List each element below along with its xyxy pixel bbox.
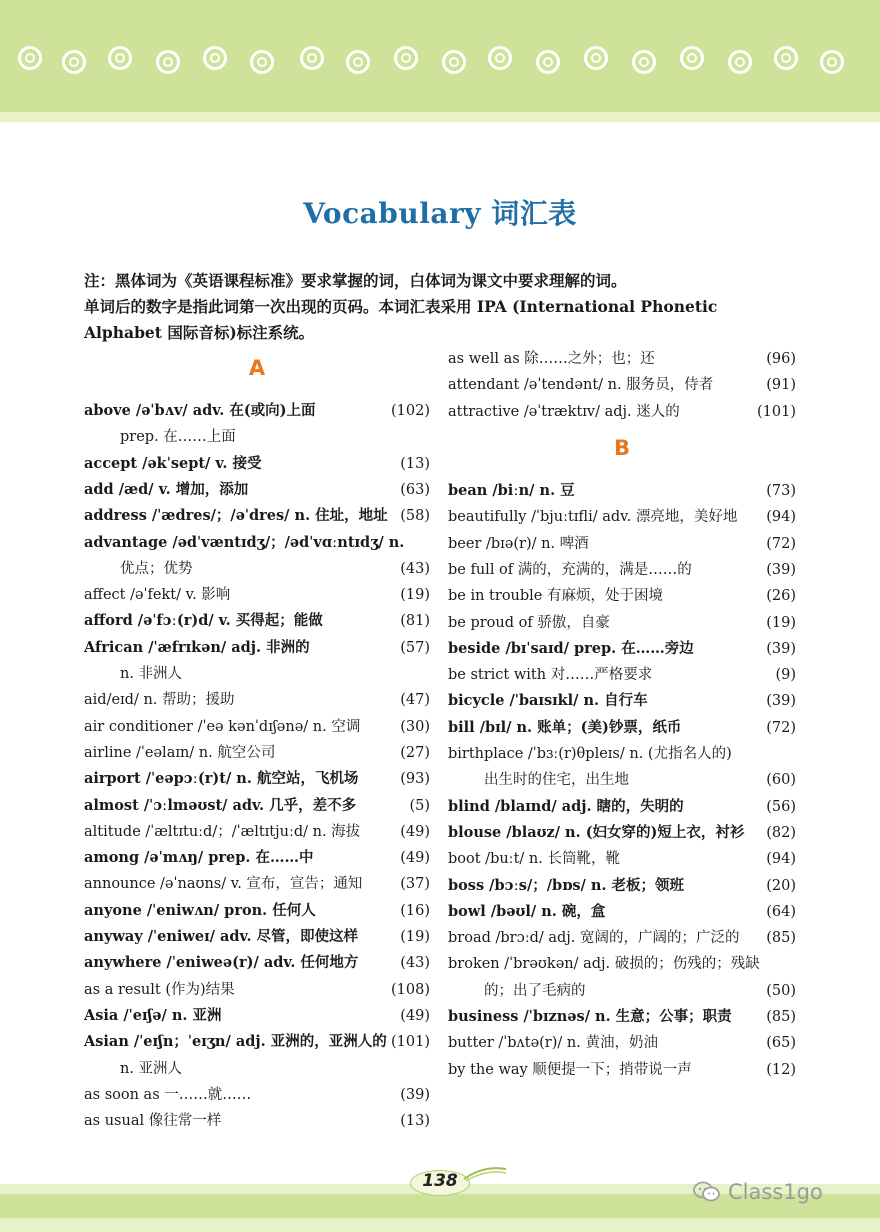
header-band: [0, 0, 880, 112]
vocab-entry-page: (72): [766, 535, 796, 552]
ring-decoration: [728, 50, 752, 74]
vocab-entry-text: 的；出了毛病的: [484, 982, 586, 999]
vocab-entry-page: (94): [766, 851, 796, 868]
ring-decoration: [488, 46, 512, 70]
vocab-entry-text: affect /əˈfekt/ v. 影响: [84, 587, 231, 604]
vocab-entry: [84, 740, 430, 766]
vocab-entry-text: announce /əˈnaʊns/ v. 宣布，宣告；通知: [84, 876, 363, 893]
vocab-entry-page: (13): [400, 1113, 430, 1130]
vocab-entry: [448, 557, 796, 583]
vocab-entry-page: (19): [400, 929, 430, 945]
ring-decoration: [108, 46, 132, 70]
ring-decoration: [156, 50, 180, 74]
ring-decoration: [584, 46, 608, 70]
ring-decoration: [346, 50, 370, 74]
vocab-entry-page: (60): [766, 772, 796, 789]
vocab-entry-page: (57): [400, 639, 430, 656]
vocab-entry-text: anyone /ˈeniwʌn/ pron. 任何人: [84, 901, 316, 919]
vocab-entry: [448, 610, 796, 636]
page-title: Vocabulary 词汇表: [303, 197, 577, 230]
note-line: 单词后的数字是指此词第一次出现的页码。本词汇表采用 IPA (International Phonetic: [84, 297, 718, 316]
ring-decoration: [300, 46, 324, 70]
vocab-entry-page: (82): [766, 824, 796, 841]
ring-decoration: [536, 50, 560, 74]
vocab-entry-page: (5): [409, 797, 430, 814]
vocab-entry-page: (20): [766, 877, 796, 894]
vocab-entry-page: (49): [400, 850, 430, 867]
vocab-entry-text: birthplace /ˈbɜː(r)θpleɪs/ n. (尤指名人的): [448, 746, 732, 762]
vocab-entry-text: broad /brɔːd/ adj. 宽阔的，广阔的；广泛的: [448, 930, 740, 947]
vocab-entry-text: broken /ˈbrəʊkən/ adj. 破损的；伤残的；残缺: [448, 956, 760, 973]
vocab-entry: [84, 661, 430, 687]
page-number: 138: [422, 1171, 458, 1191]
ring-decoration: [680, 46, 704, 70]
vocab-entry-page: (101): [757, 403, 796, 420]
vocab-entry: [84, 1082, 430, 1108]
vocab-entry-page: (108): [391, 981, 430, 998]
vocab-entry: [84, 950, 430, 976]
vocab-entry: [448, 715, 796, 741]
vocab-entry: [84, 1003, 430, 1029]
note-line: 注：黑体词为《英语课程标准》要求掌握的词，白体词为课文中要求理解的词。: [84, 271, 627, 290]
vocab-entry-page: (93): [400, 771, 430, 788]
vocab-entry-text: butter /ˈbʌtə(r)/ n. 黄油，奶油: [448, 1035, 658, 1052]
vocab-entry: [84, 766, 430, 792]
vocab-entry: [84, 977, 430, 1003]
vocab-entry: [448, 399, 796, 425]
vocab-entry-text: Asia /ˈeɪʃə/ n. 亚洲: [84, 1006, 222, 1024]
vocab-entry: [84, 530, 430, 556]
vocab-entry: [84, 608, 430, 634]
vocab-entry: [84, 556, 430, 582]
vocab-entry: [448, 662, 796, 688]
vocab-entry-text: as soon as 一……就……: [84, 1086, 252, 1103]
vocab-entry: [84, 714, 430, 740]
vocab-entry-text: attendant /əˈtendənt/ n. 服务员，侍者: [448, 377, 714, 394]
vocab-entry-text: by the way 顺便提一下；捎带说一声: [448, 1061, 692, 1078]
vocab-entry-page: (13): [400, 455, 430, 472]
vocab-entry: [448, 978, 796, 1004]
vocab-entry: [448, 478, 796, 504]
vocab-entry-text: 优点；优势: [120, 560, 193, 577]
vocab-entry-text: be strict with 对……严格要求: [448, 667, 653, 684]
vocab-entry-text: n. 非洲人: [120, 666, 183, 682]
vocab-entry-text: accept /əkˈsept/ v. 接受: [84, 454, 262, 472]
vocab-entry-text: n. 亚洲人: [120, 1060, 183, 1077]
vocab-entry-page: (49): [400, 823, 430, 840]
section-letter-a: A: [248, 356, 266, 380]
vocab-entry-text: air conditioner /ˈeə kənˈdɪʃənə/ n. 空调: [84, 718, 361, 735]
vocab-entry-text: advantage /ədˈvæntɪdʒ/；/ədˈvɑːntɪdʒ/ n.: [84, 533, 405, 551]
vocab-entry-page: (16): [400, 902, 430, 919]
vocab-entry: [84, 582, 430, 608]
vocab-entry-page: (96): [766, 351, 796, 367]
vocab-entry-page: (102): [391, 403, 430, 419]
vocab-entry: [84, 871, 430, 897]
vocab-entry-page: (63): [400, 481, 430, 498]
section-letter-b: B: [613, 436, 630, 460]
note-line: Alphabet 国际音标)标注系统。: [84, 323, 315, 342]
vocab-entry-text: boot /buːt/ n. 长筒靴，靴: [448, 851, 620, 868]
wechat-icon: [692, 1180, 722, 1204]
vocab-entry-page: (39): [766, 561, 796, 578]
vocab-entry-page: (81): [400, 613, 430, 630]
vocab-entry-page: (39): [766, 693, 796, 710]
vocab-entry-text: attractive /əˈtræktɪv/ adj. 迷人的: [448, 403, 680, 420]
vocab-entry-page: (56): [766, 798, 796, 815]
vocab-entry-page: (43): [400, 955, 430, 972]
swoosh-decoration: [462, 1163, 508, 1183]
vocab-entry-page: (50): [766, 982, 796, 999]
vocab-entry-text: bowl /bəʊl/ n. 碗，盒: [448, 902, 606, 920]
vocab-entry-text: altitude /ˈæltɪtuːd/；/ˈæltɪtjuːd/ n. 海拔: [84, 823, 361, 840]
vocab-entry: [448, 531, 796, 557]
vocab-entry: [84, 924, 430, 950]
vocab-entry-page: (58): [400, 508, 430, 525]
vocab-entry: [448, 820, 796, 846]
vocab-entry-page: (19): [400, 587, 430, 604]
vocab-entry: [448, 636, 796, 662]
vocab-entry-page: (27): [400, 744, 430, 761]
watermark-text: Class1go: [728, 1180, 823, 1204]
vocab-entry: [448, 583, 796, 609]
vocab-entry-text: as usual 像往常一样: [84, 1113, 222, 1130]
vocab-entry: [448, 346, 796, 372]
vocab-entry: [448, 1004, 796, 1030]
vocab-entry-text: business /ˈbɪznəs/ n. 生意；公事；职责: [448, 1008, 732, 1025]
ring-decoration: [632, 50, 656, 74]
vocab-entry-text: African /ˈæfrɪkən/ adj. 非洲的: [84, 638, 310, 656]
vocab-entry-page: (94): [766, 509, 796, 526]
vocab-entry: [448, 688, 796, 714]
vocab-entry-page: (101): [391, 1034, 430, 1051]
vocab-entry-text: among /əˈmʌŋ/ prep. 在……中: [84, 849, 314, 867]
vocab-entry: [84, 793, 430, 819]
ring-decoration: [442, 50, 466, 74]
vocab-entry-text: anyway /ˈeniweɪ/ adv. 尽管，即使这样: [84, 928, 359, 945]
vocab-entry-page: (39): [766, 640, 796, 657]
vocab-entry: [84, 845, 430, 871]
vocab-entry-text: beer /bɪə(r)/ n. 啤酒: [448, 535, 589, 552]
header-band-lower: [0, 112, 880, 122]
ring-decoration: [62, 50, 86, 74]
vocab-entry: [448, 899, 796, 925]
note-paragraph: [84, 268, 796, 346]
vocab-entry: [84, 477, 430, 503]
vocab-entry: [84, 898, 430, 924]
vocab-entry-page: (19): [766, 614, 796, 631]
vocab-entry: [84, 398, 430, 424]
vocab-entry: [448, 873, 796, 899]
vocab-entry-page: (85): [766, 1009, 796, 1025]
vocab-entry-text: 出生时的住宅，出生地: [484, 772, 629, 789]
vocab-entry-text: airport /ˈeəpɔː(r)t/ n. 航空站，飞机场: [84, 770, 359, 788]
vocab-entry-text: above /əˈbʌv/ adv. 在(或向)上面: [84, 402, 316, 419]
vocab-entry-text: Asian /ˈeɪʃn；ˈeɪʒn/ adj. 亚洲的，亚洲人的: [84, 1033, 387, 1051]
vocab-entry: [84, 819, 430, 845]
ring-decoration: [203, 46, 227, 70]
vocab-entry-page: (39): [400, 1086, 430, 1103]
ring-decoration: [820, 50, 844, 74]
vocab-entry-page: (30): [400, 718, 430, 735]
vocab-entry-text: be in trouble 有麻烦，处于困境: [448, 588, 663, 605]
vocab-entry: [84, 451, 430, 477]
vocab-entry-text: address /ˈædres/；/əˈdres/ n. 住址，地址: [84, 507, 388, 525]
vocab-entry: [448, 925, 796, 951]
vocab-entry-page: (9): [775, 667, 796, 684]
ring-decoration: [394, 46, 418, 70]
vocab-entry-page: (43): [400, 560, 430, 577]
vocab-entry: [448, 1057, 796, 1083]
vocab-entry-text: beautifully /ˈbjuːtɪfli/ adv. 漂亮地，美好地: [448, 509, 738, 526]
vocab-entry-page: (73): [766, 483, 796, 499]
vocab-entry-text: afford /əˈfɔː(r)d/ v. 买得起；能做: [84, 612, 323, 630]
vocab-entry: [84, 1056, 430, 1082]
vocab-entry-text: bill /bɪl/ n. 账单；(美)钞票，纸币: [448, 718, 682, 736]
vocab-entry-page: (49): [400, 1007, 430, 1024]
vocab-entry-page: (72): [766, 719, 796, 736]
vocab-entry-text: almost /ˈɔːlməʊst/ adv. 几乎，差不多: [84, 796, 357, 814]
vocab-entry-text: aid/eɪd/ n. 帮助；援助: [84, 692, 235, 709]
watermark: [728, 1178, 823, 1206]
vocab-entry-text: as a result (作为)结果: [84, 981, 235, 998]
vocab-entry-page: (65): [766, 1035, 796, 1052]
vocab-entry-page: (37): [400, 876, 430, 893]
vocab-entry-text: airline /ˈeəlaɪn/ n. 航空公司: [84, 744, 276, 761]
vocab-entry-text: bicycle /ˈbaɪsɪkl/ n. 自行车: [448, 692, 648, 710]
ring-decoration: [774, 46, 798, 70]
vocab-entry: [84, 503, 430, 529]
vocab-entry-text: blouse /blaʊz/ n. (妇女穿的)短上衣，衬衫: [448, 823, 745, 841]
vocab-entry-text: be proud of 骄傲，自豪: [448, 614, 610, 631]
vocab-entry-text: be full of 满的，充满的，满是……的: [448, 561, 692, 578]
vocab-entry: [448, 504, 796, 530]
vocab-entry-text: bean /biːn/ n. 豆: [448, 482, 575, 499]
vocab-entry: [448, 767, 796, 793]
vocab-entry-page: (47): [400, 692, 430, 709]
vocab-entry-page: (64): [766, 903, 796, 920]
vocab-entry: [84, 687, 430, 713]
vocab-entry: [448, 741, 796, 767]
vocab-entry: [84, 635, 430, 661]
vocab-entry: [84, 424, 430, 450]
vocab-entry-page: (26): [766, 588, 796, 605]
vocab-entry-text: boss /bɔːs/；/bɒs/ n. 老板；领班: [448, 876, 684, 894]
vocab-entry-text: as well as 除……之外；也；还: [448, 351, 655, 367]
vocab-entry: [448, 951, 796, 977]
vocab-entry: [84, 1029, 430, 1055]
vocab-entry: [84, 1108, 430, 1134]
ring-decoration: [250, 50, 274, 74]
vocab-entry: [448, 794, 796, 820]
vocab-entry-page: (91): [766, 377, 796, 394]
vocab-entry-text: beside /bɪˈsaɪd/ prep. 在……旁边: [448, 639, 694, 657]
vocab-entry-text: anywhere /ˈeniweə(r)/ adv. 任何地方: [84, 954, 359, 972]
vocab-entry-text: add /æd/ v. 增加，添加: [84, 480, 249, 498]
ring-decoration: [18, 46, 42, 70]
vocab-entry-text: prep. 在……上面: [120, 429, 236, 446]
vocab-entry: [448, 1030, 796, 1056]
vocab-entry: [448, 372, 796, 398]
vocab-entry-page: (12): [766, 1061, 796, 1078]
vocab-entry: [448, 846, 796, 872]
vocab-entry-page: (85): [766, 930, 796, 947]
vocab-entry-text: blind /blaɪnd/ adj. 瞎的，失明的: [448, 797, 684, 815]
